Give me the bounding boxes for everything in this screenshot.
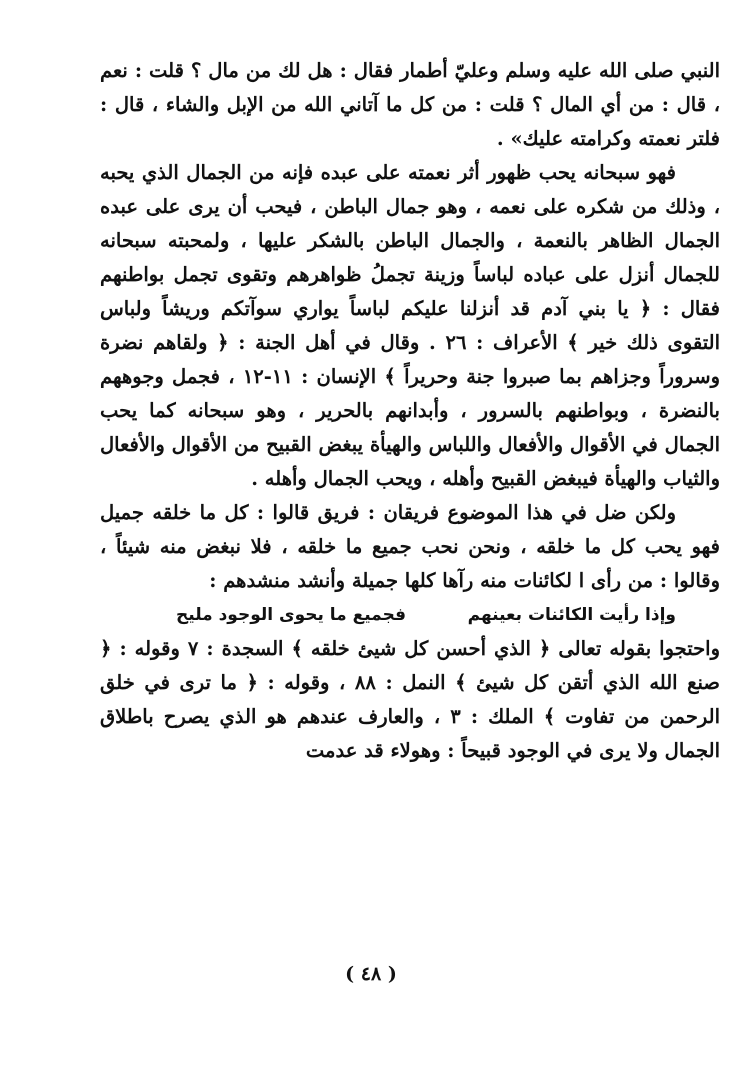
verse-second-hemistich: فجميع ما يحوى الوجود مليح [176,605,406,625]
paragraph-4: واحتجوا بقوله تعالى ﴿ الذي أحسن كل شيئ خلقه ﴾ السجدة : ٧ وقوله : ﴿ صنع الله الذي أتقن كل شيئ ﴾ النمل : ٨٨ ، وقوله : ﴿ ما ترى في خلق الرحمن من تفاوت ﴾ الملك : ٣ ، والعارف عندهم هو الذي يصرح باطلاق الجمال ولا يرى في الوجود قبيحاً : وهولاء قد عدمت [100,637,721,762]
paragraph-1: النبي صلى الله عليه وسلم وعليّ أطمار فقال : هل لك من مال ؟ قلت : نعم ، قال : من أي المال ؟ قلت : من كل ما آتاني الله من الإبل والشاء ، قال : فلتر نعمته وكرامته عليك» . [100,59,720,150]
page-number: ( ٤٨ ) [345,963,397,985]
page-body [100,54,720,768]
paragraph-3: ولكن ضل في هذا الموضوع فريقان : فريق قالوا : كل ما خلقه جميل فهو يحب كل ما خلقه ، ونحن نحب جميع ما خلقه ، فلا نبغض منه شيئاً ، وقالوا : من رأى ا لكائنات منه رآها كلها جميلة وأنشد منشدهم : [100,501,720,592]
verse-first-hemistich: وإذا رأيت الكائنات بعينهم [467,605,676,625]
poetry-verse [100,598,720,632]
paragraph-2: فهو سبحانه يحب ظهور أثر نعمته على عبده فإنه من الجمال الذي يحبه ، وذلك من شكره على نعمه ، وهو جمال الباطن ، فيحب أن يرى على عبده الجمال الظاهر بالنعمة ، والجمال الباطن بالشكر عليها ، ولمحبته سبحانه للجمال أنزل على عباده لباساً وزينة تجملُ ظواهرهم وتقوى تجمل بواطنهم فقال : ﴿ يا بني آدم قد أنزلنا عليكم لباساً يواري سوآتكم وريشاً ولباس التقوى ذلك خير ﴾ الأعراف : ٢٦ . وقال في أهل الجنة : ﴿ ولقاهم نضرة وسروراً وجزاهم بما صبروا جنة وحريراً ﴾ الإنسان : ١١-١٢ ، فجمل وجوههم بالنضرة ، وبواطنهم بالسرور ، وأبدانهم بالحرير ، وهو سبحانه كما يحب الجمال في الأقوال والأفعال واللباس والهيأة يبغض القبيح من الأقوال والأفعال والثياب والهيأة فيبغض القبيح وأهله ، ويحب الجمال وأهله . [100,161,721,490]
